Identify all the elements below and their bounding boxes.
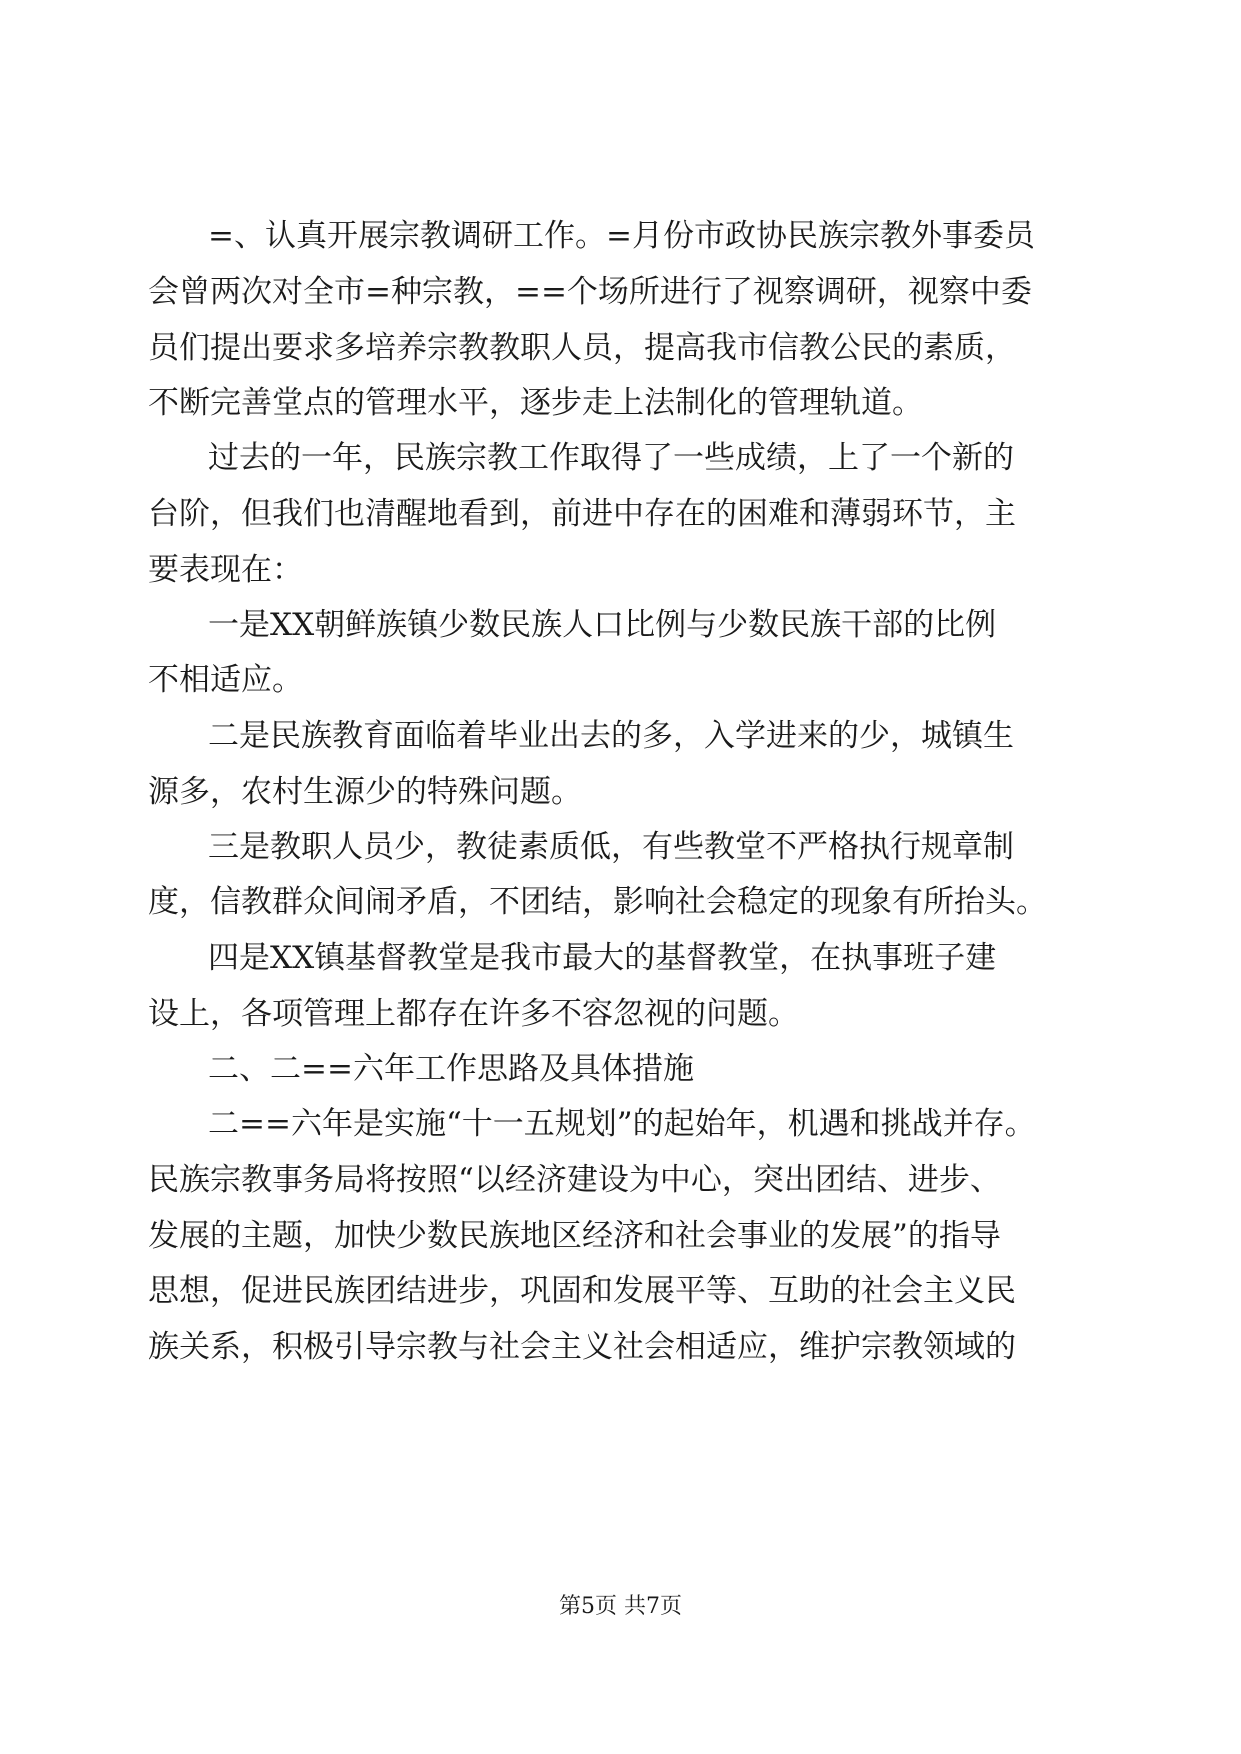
line-text: 设上，各项管理上都存在许多不容忽视的问题。 xyxy=(148,996,799,1032)
line-text: 二、二==六年工作思路及具体措施 xyxy=(208,1051,694,1087)
text-line xyxy=(0,872,1241,932)
line-text: 不相适应。 xyxy=(148,662,303,698)
line-text: 二是民族教育面临着毕业出去的多，入学进来的少，城镇生 xyxy=(208,718,1014,754)
line-text: 源多，农村生源少的特殊问题。 xyxy=(148,774,582,810)
line-text: 过去的一年，民族宗教工作取得了一些成绩，上了一个新的 xyxy=(208,440,1014,476)
text-line xyxy=(0,262,1241,322)
line-text: 三是教职人员少，教徒素质低，有些教堂不严格执行规章制 xyxy=(208,829,1014,865)
line-text: =、认真开展宗教调研工作。=月份市政协民族宗教外事委员 xyxy=(208,218,1035,254)
text-line xyxy=(0,762,1241,822)
text-line xyxy=(0,1317,1241,1377)
text-line xyxy=(0,540,1241,600)
text-line xyxy=(0,595,1241,655)
text-line xyxy=(0,484,1241,544)
line-text: 族关系，积极引导宗教与社会主义社会相适应，维护宗教领域的 xyxy=(148,1329,1016,1365)
text-line xyxy=(0,318,1241,378)
text-line xyxy=(0,373,1241,433)
line-text: 发展的主题，加快少数民族地区经济和社会事业的发展”的指导 xyxy=(148,1218,1001,1254)
section-heading xyxy=(0,1039,1241,1099)
line-text: 要表现在： xyxy=(148,552,303,588)
text-line xyxy=(0,206,1241,266)
line-text: 二==六年是实施“十一五规划”的起始年，机遇和挑战并存。 xyxy=(208,1106,1036,1142)
text-line xyxy=(0,928,1241,988)
text-line xyxy=(0,817,1241,877)
line-text: 四是XX镇基督教堂是我市最大的基督教堂，在执事班子建 xyxy=(208,940,997,976)
text-line xyxy=(0,984,1241,1044)
line-text: 会曾两次对全市=种宗教，==个场所进行了视察调研，视察中委 xyxy=(148,274,1032,310)
text-line xyxy=(0,706,1241,766)
text-line xyxy=(0,1206,1241,1266)
line-text: 台阶，但我们也清醒地看到，前进中存在的困难和薄弱环节，主 xyxy=(148,496,1016,532)
page-footer: 第5页 共7页 xyxy=(559,1594,682,1619)
text-line xyxy=(0,1150,1241,1210)
line-text: 一是XX朝鲜族镇少数民族人口比例与少数民族干部的比例 xyxy=(208,607,997,643)
line-text: 度，信教群众间闹矛盾，不团结，影响社会稳定的现象有所抬头。 xyxy=(148,884,1047,920)
line-text: 员们提出要求多培养宗教教职人员，提高我市信教公民的素质， xyxy=(148,330,1016,366)
line-text: 民族宗教事务局将按照“以经济建设为中心，突出团结、进步、 xyxy=(148,1162,1001,1198)
text-line xyxy=(0,1094,1241,1154)
text-line xyxy=(0,1261,1241,1321)
line-text: 思想，促进民族团结进步，巩固和发展平等、互助的社会主义民 xyxy=(148,1273,1016,1309)
text-line xyxy=(0,650,1241,710)
line-text: 不断完善堂点的管理水平，逐步走上法制化的管理轨道。 xyxy=(148,385,923,421)
text-line xyxy=(0,428,1241,488)
